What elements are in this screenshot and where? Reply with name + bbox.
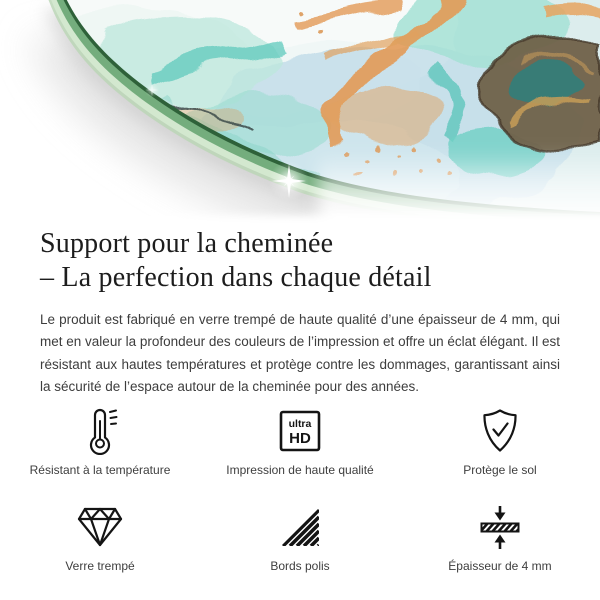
feature-label: Verre trempé: [65, 558, 135, 573]
ultra-hd-icon: [278, 407, 322, 455]
ultra-hd-icon-text-top: ultra: [288, 417, 312, 430]
features-grid: [0, 407, 600, 573]
small-sparkle: [145, 83, 159, 97]
sparkle: [269, 161, 309, 201]
ultra-hd-icon-text-bottom: HD: [289, 429, 311, 447]
shield-check-icon: [478, 407, 522, 455]
page-title: [0, 227, 600, 295]
polished-edge-icon: [278, 503, 322, 551]
feature-thickness: [400, 503, 600, 573]
thickness-icon: [478, 503, 522, 551]
feature-label: Épaisseur de 4 mm: [448, 558, 552, 573]
product-photo: [0, 0, 600, 232]
feature-label: Protège le sol: [463, 462, 537, 477]
feature-print-quality: [200, 407, 400, 477]
product-description: Le produit est fabriqué en verre trempé de haute qualité d’une épaisseur de 4 mm, qui met en valeur la profondeur des couleurs de l’impression et offre un éclat élégant. Il est résistant aux hautes températures et protège contre les dommages, garantissant ainsi la sécurité de l’espace autour de la cheminée pour des années.: [40, 312, 560, 395]
diamond-icon: [76, 503, 124, 551]
thermometer-icon: [78, 407, 122, 455]
page-title-line1: Support pour la cheminée: [40, 228, 334, 259]
feature-floor-protection: [400, 407, 600, 477]
product-info-section: [0, 227, 600, 573]
feature-polished-edges: [200, 503, 400, 573]
feature-tempered-glass: [0, 503, 200, 573]
page-title-line2: – La perfection dans chaque détail: [40, 262, 432, 293]
feature-label: Bords polis: [270, 558, 330, 573]
feature-temperature-resistant: [0, 407, 200, 477]
feature-label: Résistant à la température: [29, 462, 171, 477]
feature-label: Impression de haute qualité: [226, 462, 374, 477]
